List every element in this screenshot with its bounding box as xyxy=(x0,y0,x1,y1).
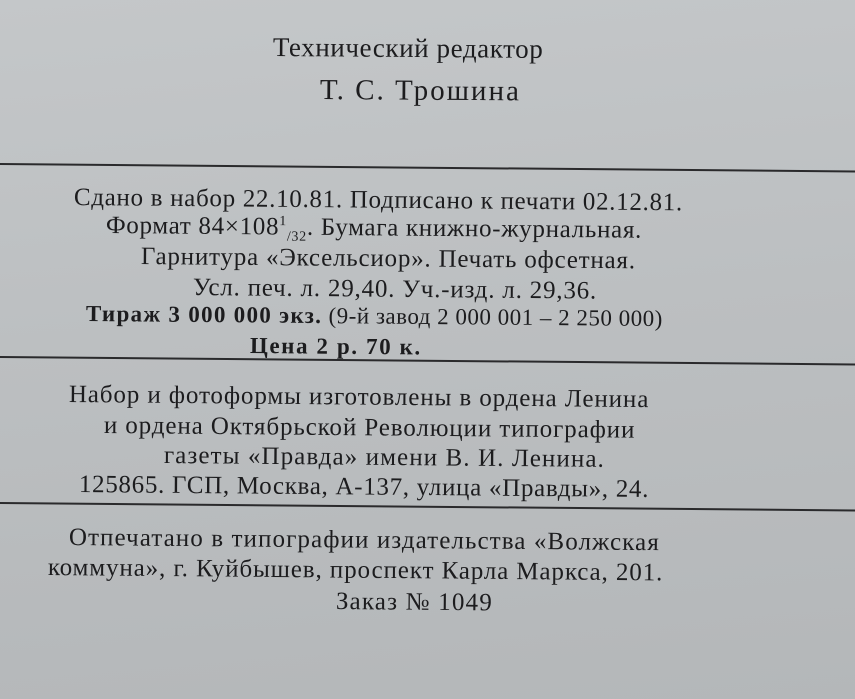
imprint-line-dates: Сдано в набор 22.10.81. Подписано к печати 02.12.81. xyxy=(73,184,684,217)
editor-role: Технический редактор xyxy=(272,32,544,64)
editor-name: Т. С. Трошина xyxy=(319,74,522,108)
printing-line-2: коммуна», г. Куйбышев, проспект Карла Маркса, 201. xyxy=(47,554,664,587)
imprint-line-sheets: Усл. печ. л. 29,40. Уч.-изд. л. 29,36. xyxy=(192,274,598,305)
format-sup: 1 xyxy=(279,214,288,230)
circulation-rest: (9-й завод 2 000 001 – 2 250 000) xyxy=(322,303,663,332)
printing-line-order: Заказ № 1049 xyxy=(335,588,494,617)
typesetting-line-4: 125865. ГСП, Москва, А-137, улица «Правды», 24. xyxy=(78,471,650,503)
typesetting-line-1: Набор и фотоформы изготовлены в ордена Ленина xyxy=(68,381,650,414)
imprint-line-circulation xyxy=(86,302,663,330)
imprint-line-typeface: Гарнитура «Эксельсиор». Печать офсетная. xyxy=(140,243,636,275)
printing-line-1: Отпечатано в типографии издательства «Волжская xyxy=(68,524,661,557)
format-sub: /32 xyxy=(286,229,307,245)
typesetting-line-3: газеты «Правда» имени В. И. Ленина. xyxy=(163,442,606,473)
format-prefix: Формат 84×108 xyxy=(105,212,280,241)
circulation-bold: Тираж 3 000 000 экз. xyxy=(85,301,323,329)
format-suffix: . Бумага книжно-журнальная. xyxy=(306,213,643,244)
divider-middle xyxy=(0,356,855,366)
imprint-line-price: Цена 2 р. 70 к. xyxy=(249,333,422,360)
typesetting-line-2: и ордена Октябрьской Революции типографии xyxy=(103,412,636,444)
divider-top xyxy=(0,163,855,173)
divider-bottom xyxy=(0,502,855,512)
